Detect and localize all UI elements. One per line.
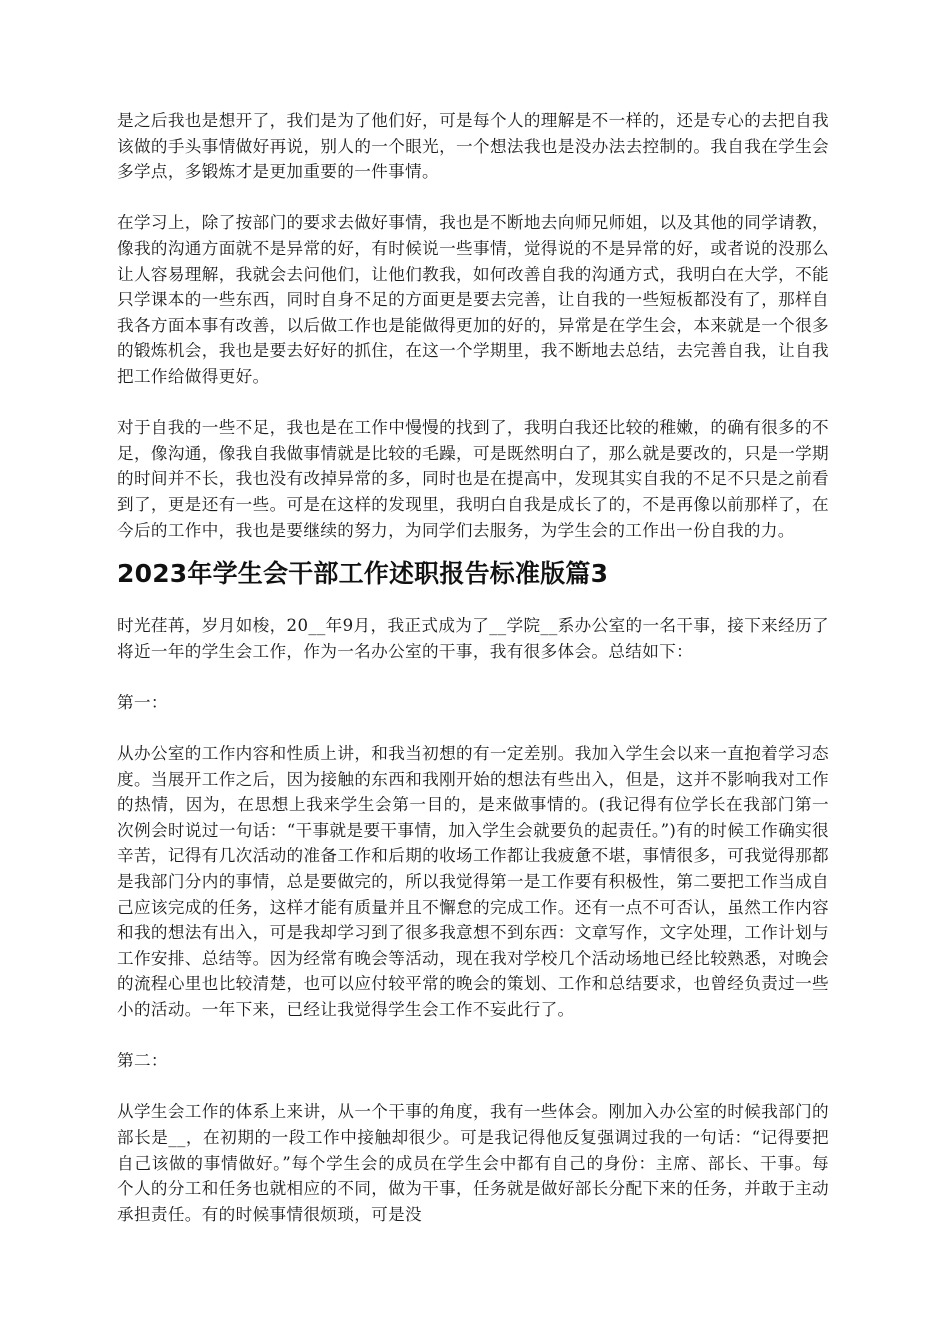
section2-body: 从学生会工作的体系上来讲，从一个干事的角度，我有一些体会。刚加入办公室的时候我部门的部长是__，在初期的一段工作中接触却很少。可是我记得他反复强调过我的一句话：“记得要把自己该做的事情做好。”每个学生会的成员在学生会中都有自己的身份：主席、部长、干事。每个人的分工和任务也就相应的不同，做为干事，任务就是做好部长分配下来的任务，并敢于主动承担责任。有的时候事情很烦琐，可是没 — [117, 1102, 829, 1224]
section1-label: 第一： — [117, 692, 168, 712]
paragraph-spacer — [117, 664, 829, 690]
body-paragraph-2: 在学习上，除了按部门的要求去做好事情，我也是不断地去向师兄师姐，以及其他的同学请教，像我的沟通方面就不是异常的好，有时候说一些事情，觉得说的不是异常的好，或者说的没那么让人容易理解，我就会去问他们，让他们教我，如何改善自我的沟通方式，我明白在大学，不能只学课本的一些东西，同时自身不足的方面更是要去完善，让自我的一些短板都没有了，那样自我各方面本事有改善，以后做工作也是能做得更加的好的，异常是在学生会，本来就是一个很多的锻炼机会，我也是要去好好的抓住，在这一个学期里，我不断地去总结，去完善自我，让自我把工作给做得更好。 — [117, 213, 829, 386]
body-paragraph-3: 对于自我的一些不足，我也是在工作中慢慢的找到了，我明白我还比较的稚嫩，的确有很多的不足，像沟通，像我自我做事情就是比较的毛躁，可是既然明白了，那么就是要改的，只是一学期的时间并不长，我也没有改掉异常的多，同时也是在提高中，发现其实自我的不足不只是之前看到了，更是还有一些。可是在这样的发现里，我明白自我是成长了的，不是再像以前那样了，在今后的工作中，我也是要继续的努力，为同学们去服务，为学生会的工作出一份自我的力。 — [117, 418, 829, 540]
section1-body: 从办公室的工作内容和性质上讲，和我当初想的有一定差别。我加入学生会以来一直抱着学习态度。当展开工作之后，因为接触的东西和我刚开始的想法有些出入，但是，这并不影响我对工作的热情，因为，在思想上我来学生会第一目的，是来做事情的。(我记得有位学长在我部门第一次例会时说过一句话：“干事就是要干事情，加入学生会就要负的起责任。”)有的时候工作确实很辛苦，记得有几次活动的准备工作和后期的收场工作都让我疲惫不堪，事情很多，可我觉得那都是我部门分内的事情，总是要做完的，所以我觉得第一是工作要有积极性，第二要把工作当成自己应该完成的任务，这样才能有质量并且不懈怠的完成工作。还有一点不可否认，虽然工作内容和我的想法有出入，可是我却学习到了很多我意想不到东西：文章写作，文字处理，工作计划与工作安排、总结等。因为经常有晚会等活动，现在我对学校几个活动场地已经比较熟悉，对晚会的流程心里也比较清楚，也可以应付较平常的晚会的策划、工作和总结要求，也曾经负责过一些小的活动。一年下来，已经让我觉得学生会工作不妄此行了。 — [117, 744, 829, 1019]
paragraph-spacer — [117, 1023, 829, 1049]
intro-paragraph: 时光荏苒，岁月如梭，20__年9月，我正式成为了__学院__系办公室的一名干事，接下来经历了将近一年的学生会工作，作为一名办公室的干事，我有很多体会。总结如下： — [117, 616, 829, 661]
body-paragraph-1: 是之后我也是想开了，我们是为了他们好，可是每个人的理解是不一样的，还是专心的去把自我该做的手头事情做好再说，别人的一个眼光，一个想法我也是没办法去控制的。我自我在学生会多学点，多锻炼才是更加重要的一件事情。 — [117, 111, 829, 182]
paragraph-spacer — [117, 1074, 829, 1100]
section2-label: 第二： — [117, 1051, 168, 1071]
section-heading: 2023年学生会干部工作述职报告标准版篇3 — [117, 559, 609, 589]
paragraph-spacer — [117, 715, 829, 741]
paragraph-spacer — [117, 390, 829, 416]
paragraph-spacer — [117, 185, 829, 211]
document-page — [117, 108, 829, 1227]
